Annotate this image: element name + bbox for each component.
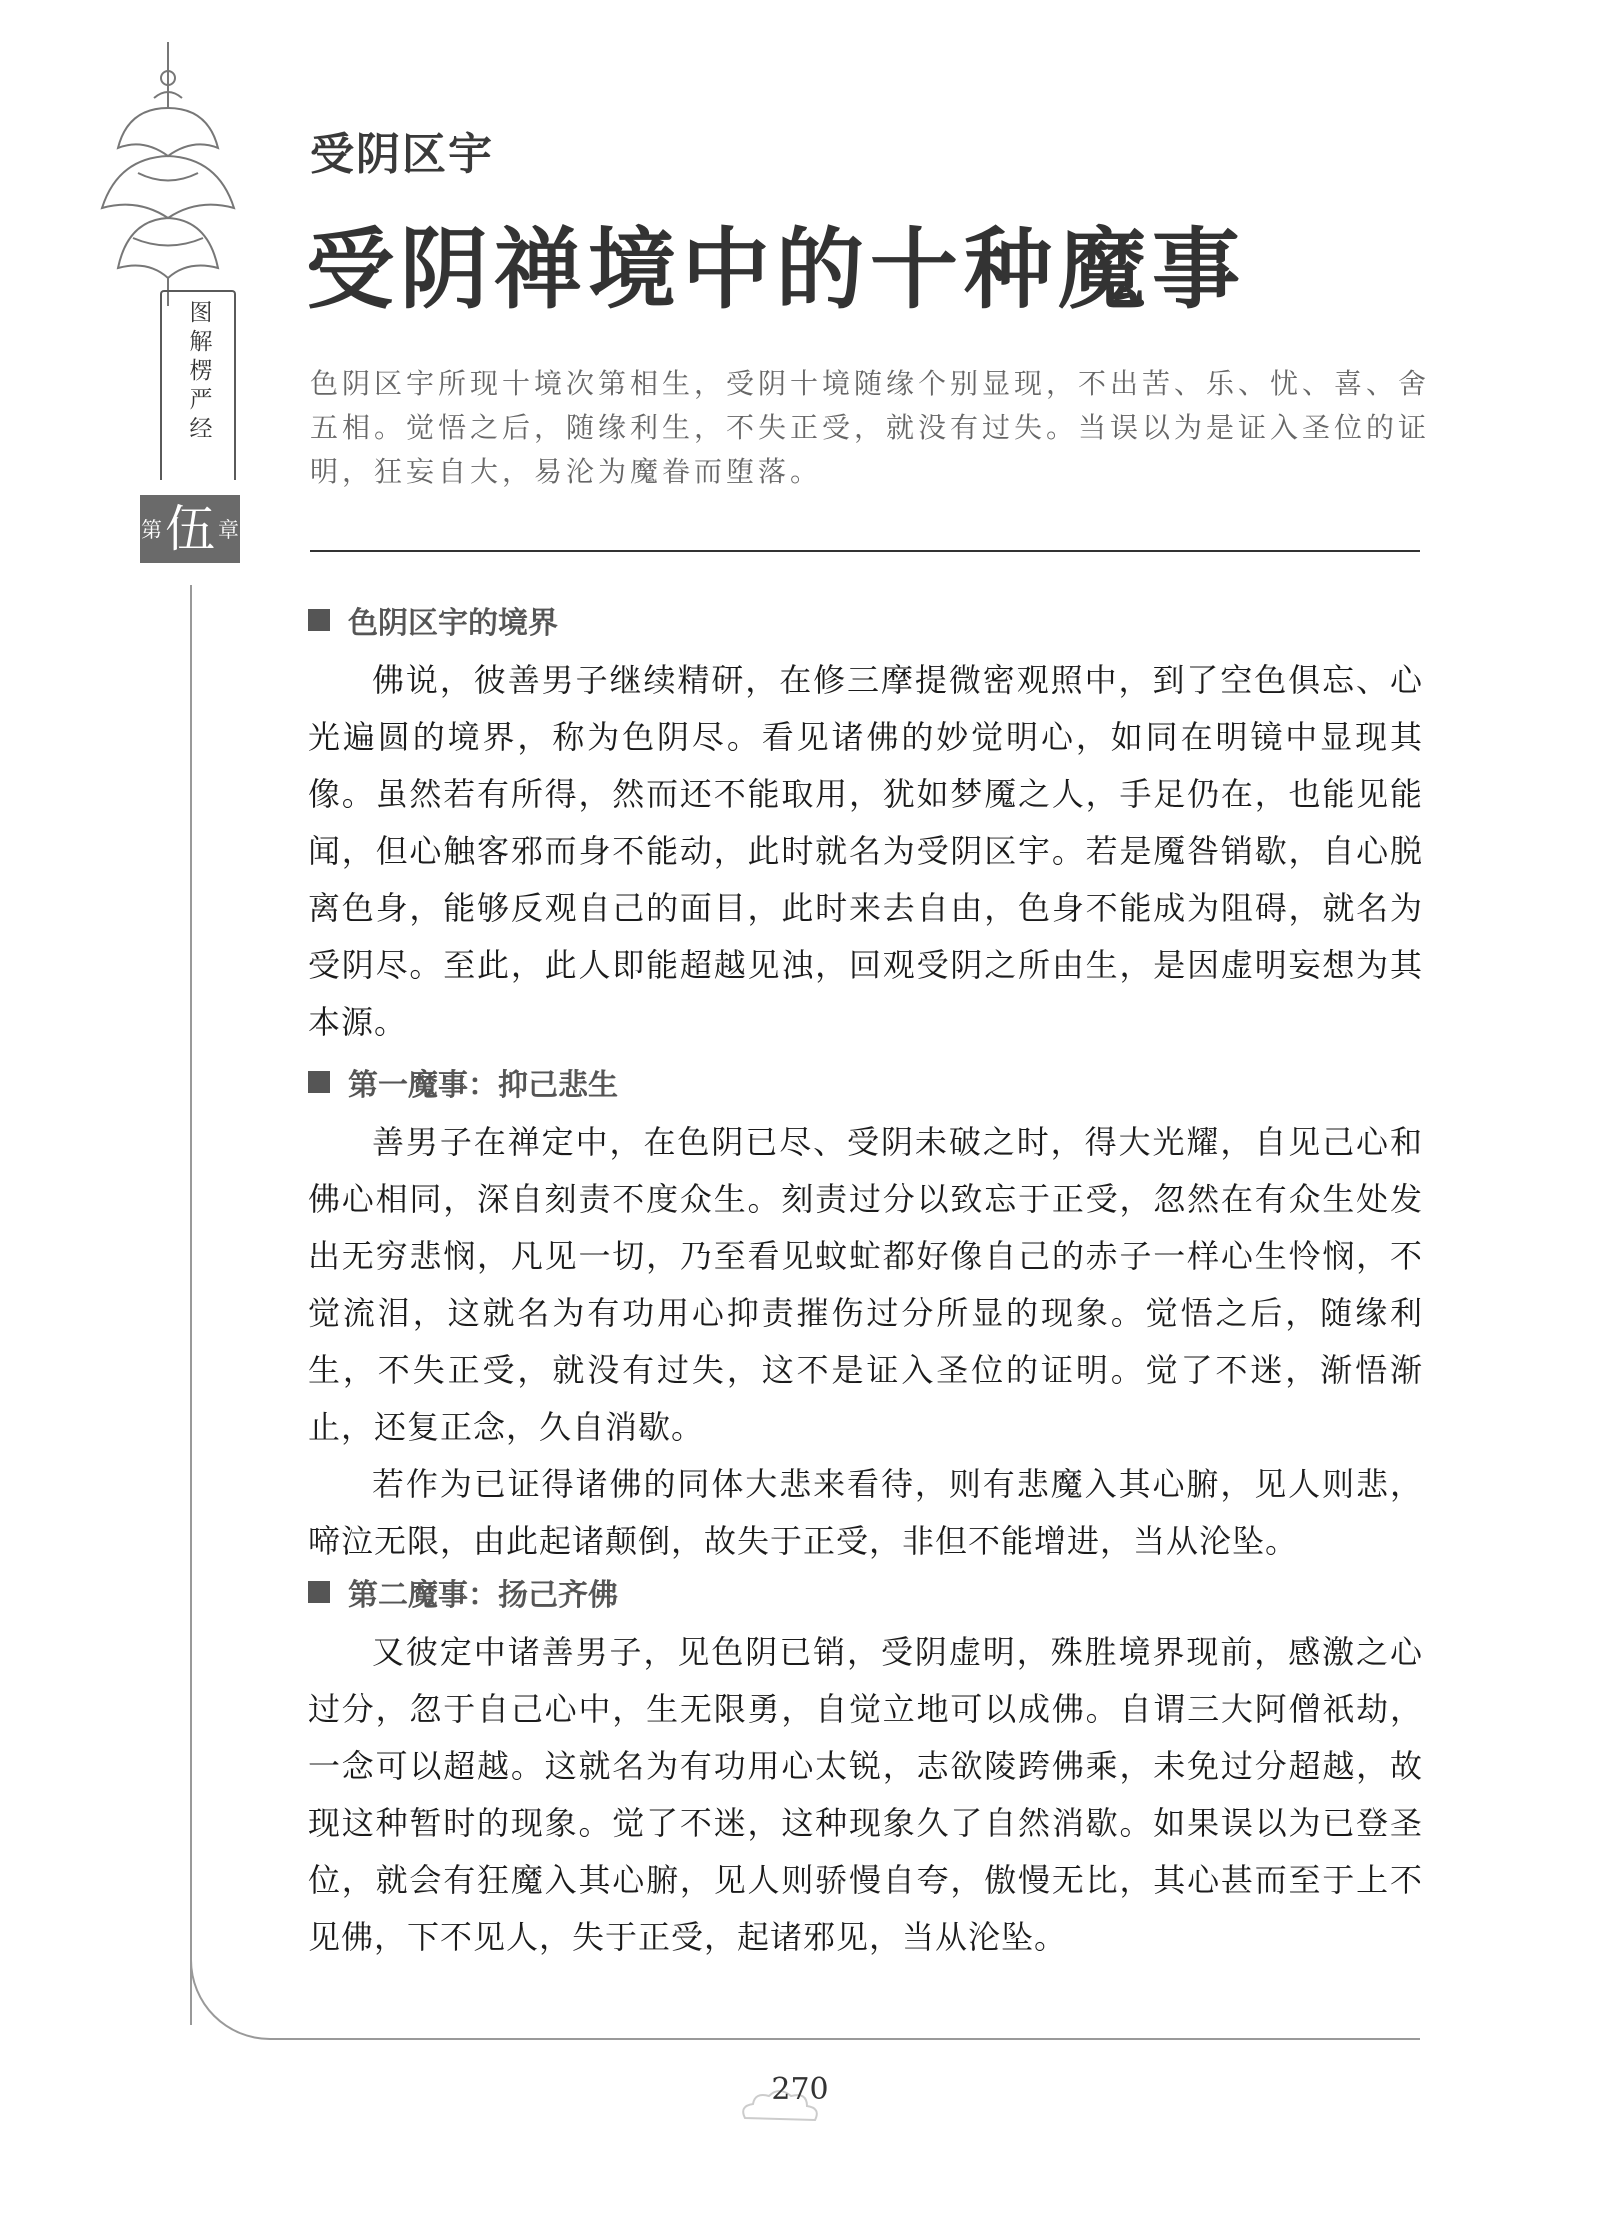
section-heading-text: 色阴区宇的境界 — [348, 606, 558, 641]
paragraph: 善男子在禅定中，在色阴已尽、受阴未破之时，得大光耀，自见己心和佛心相同，深自刻责不度众生。刻责过分以致忘于正受，忽然在有众生处发出无穷悲悯，凡见一切，乃至看见蚊虻都好像自己的赤子一样心生怜悯，不觉流泪，这就名为有功用心抑责摧伤过分所显的现象。觉悟之后，随缘利生，不失正受，就没有过失，这不是证入圣位的证明。觉了不迷，渐悟渐止，还复正念，久自消歇。 — [308, 1123, 1423, 1446]
section-heading — [308, 1060, 1423, 1104]
square-bullet-icon — [308, 1581, 330, 1603]
page-title: 受阴禅境中的十种魔事 — [306, 217, 1247, 321]
square-bullet-icon — [308, 609, 330, 631]
paragraph: 又彼定中诸善男子，见色阴已销，受阴虚明，殊胜境界现前，感激之心过分，忽于自己心中，生无限勇，自觉立地可以成佛。自谓三大阿僧祇劫，一念可以超越。这就名为有功用心太锐，志欲陵跨佛乘，未免过分超越，故现这种暂时的现象。觉了不迷，这种现象久了自然消歇。如果误以为已登圣位，就会有狂魔入其心腑，见人则骄慢自夸，傲慢无比，其心甚而至于上不见佛，下不见人，失于正受，起诸邪见，当从沦坠。 — [308, 1633, 1423, 1956]
intro-summary: 色阴区宇所现十境次第相生，受阴十境随缘个别显现，不出苦、乐、忧、喜、舍五相。觉悟之后，随缘利生，不失正受，就没有过失。当误以为是证入圣位的证明，狂妄自大，易沦为魔眷而堕落。 — [310, 367, 1431, 488]
book-title-box — [160, 290, 236, 480]
paragraph: 若作为已证得诸佛的同体大悲来看待，则有悲魔入其心腑，见人则悲，啼泣无限，由此起诸颠倒，故失于正受，非但不能增进，当从沦坠。 — [308, 1465, 1423, 1560]
section-subtitle: 受阴区宇 — [310, 129, 494, 180]
section-heading-text: 第二魔事：扬己齐佛 — [348, 1578, 618, 1613]
page-number: 270 — [771, 2072, 829, 2107]
section-demon-1 — [308, 1060, 1423, 1570]
chapter-prefix: 第 — [141, 518, 162, 542]
section-heading — [308, 1570, 1423, 1614]
square-bullet-icon — [308, 1071, 330, 1093]
margin-rule — [190, 585, 192, 2025]
section-heading-text: 第一魔事：抑己悲生 — [348, 1068, 618, 1103]
book-title: 图解楞严经 — [185, 300, 212, 445]
lotus-vajra-ornament-icon — [88, 38, 248, 308]
chapter-suffix: 章 — [218, 518, 239, 542]
section-form-aggregate — [308, 598, 1423, 1051]
section-demon-2 — [308, 1570, 1423, 1966]
section-heading — [308, 598, 1423, 642]
paragraph: 佛说，彼善男子继续精研，在修三摩提微密观照中，到了空色俱忘、心光遍圆的境界，称为色阴尽。看见诸佛的妙觉明心，如同在明镜中显现其像。虽然若有所得，然而还不能取用，犹如梦魇之人，手足仍在，也能见能闻，但心触客邪而身不能动，此时就名为受阴区宇。若是魇咎销歇，自心脱离色身，能够反观自己的面目，此时来去自由，色身不能成为阻碍，就名为受阴尽。至此，此人即能超越见浊，回观受阴之所由生，是因虚明妄想为其本源。 — [308, 661, 1423, 1041]
chapter-badge — [140, 495, 240, 563]
title-divider — [310, 550, 1420, 552]
chapter-number: 伍 — [165, 500, 215, 558]
